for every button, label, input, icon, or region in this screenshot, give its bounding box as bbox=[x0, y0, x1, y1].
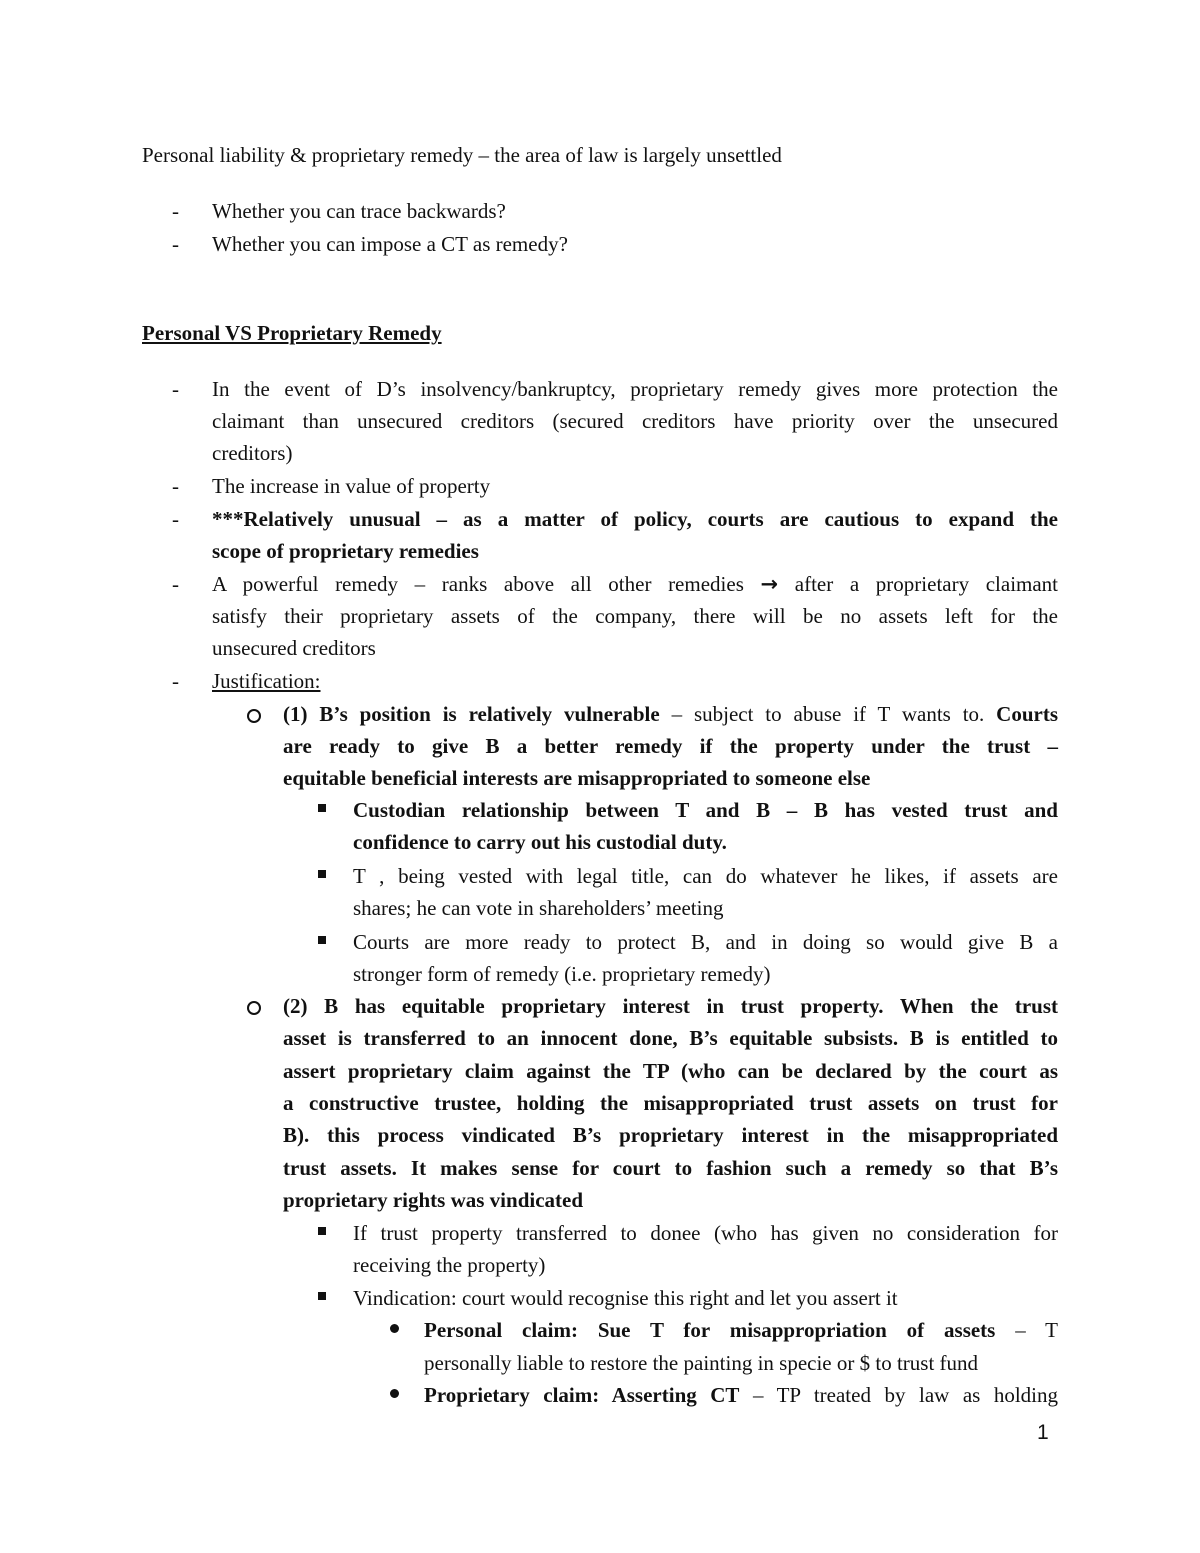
j2-d1-line-1 bbox=[424, 1314, 1058, 1347]
j1-line-1-bold2: Courts bbox=[996, 702, 1059, 726]
square-bullet-icon bbox=[318, 936, 326, 944]
j2-s1-line-1: If trust property transferred to donee (who has given no consideration for bbox=[353, 1221, 1058, 1245]
dash-bullet: - bbox=[172, 669, 179, 693]
b4-line-1b: after a proprietary claimant bbox=[794, 572, 1059, 596]
j1-line-1-normal: – subject to abuse if T wants to. bbox=[671, 702, 985, 726]
j2-line-3: assert proprietary claim against the TP (who can be declared by the court as bbox=[283, 1059, 1058, 1083]
page-number: 1 bbox=[1037, 1421, 1049, 1444]
j1-line-1-bold: (1) B’s position is relatively vulnerable bbox=[283, 702, 660, 726]
square-bullet-icon bbox=[318, 1292, 326, 1300]
j2-d1-line-2: personally liable to restore the painting in specie or $ to trust fund bbox=[424, 1351, 979, 1375]
dash-bullet: - bbox=[172, 507, 179, 531]
circle-bullet-icon bbox=[247, 1001, 261, 1015]
j2-line-6: trust assets. It makes sense for court to fashion such a remedy so that B’s bbox=[283, 1156, 1058, 1180]
b3-line-1: ***Relatively unusual – as a matter of policy, courts are cautious to expand the bbox=[212, 507, 1058, 531]
b4-line-1a: A powerful remedy – ranks above all other remedies bbox=[212, 572, 744, 596]
b1-line-1: In the event of D’s insolvency/bankruptcy, proprietary remedy gives more protection the bbox=[212, 377, 1058, 401]
b4-line-2: satisfy their proprietary assets of the company, there will be no assets left for the bbox=[212, 604, 1058, 628]
intro-line: Personal liability & proprietary remedy – the area of law is largely unsettled bbox=[142, 143, 782, 167]
j1-s2-line-2: shares; he can vote in shareholders’ meeting bbox=[353, 896, 724, 920]
j1-line-1 bbox=[283, 698, 1058, 731]
square-bullet-icon bbox=[318, 804, 326, 812]
dash-bullet: - bbox=[172, 572, 179, 596]
j2-line-5: B). this process vindicated B’s proprietary interest in the misappropriated bbox=[283, 1123, 1058, 1147]
b4-line-1 bbox=[212, 568, 1058, 601]
intro-bullet-1: Whether you can trace backwards? bbox=[212, 199, 506, 223]
arrow-icon: → bbox=[760, 572, 779, 596]
justification-label: Justification: bbox=[212, 669, 321, 693]
j1-line-2: are ready to give B a better remedy if the property under the trust – bbox=[283, 734, 1058, 758]
dot-bullet-icon bbox=[390, 1389, 399, 1398]
b2-line: The increase in value of property bbox=[212, 474, 491, 498]
j2-d1-bold: Personal claim: Sue T for misappropriation of assets bbox=[424, 1318, 996, 1342]
j2-line-1: (2) B has equitable proprietary interest in trust property. When the trust bbox=[283, 994, 1058, 1018]
j2-line-4: a constructive trustee, holding the misappropriated trust assets on trust for bbox=[283, 1091, 1058, 1115]
j2-d2-line-1 bbox=[424, 1379, 1058, 1412]
square-bullet-icon bbox=[318, 870, 326, 878]
j2-d1-normal: – T bbox=[1015, 1318, 1058, 1342]
circle-bullet-icon bbox=[247, 709, 261, 723]
j1-s2-line-1: T , being vested with legal title, can do whatever he likes, if assets are bbox=[353, 864, 1058, 888]
section-heading: Personal VS Proprietary Remedy bbox=[142, 321, 442, 345]
j1-s1-line-1: Custodian relationship between T and B – B has vested trust and bbox=[353, 798, 1058, 822]
j2-line-2: asset is transferred to an innocent done, B’s equitable subsists. B is entitled to bbox=[283, 1026, 1058, 1050]
dash-bullet: - bbox=[172, 232, 179, 256]
intro-bullet-2: Whether you can impose a CT as remedy? bbox=[212, 232, 568, 256]
b3-line-2: scope of proprietary remedies bbox=[212, 539, 479, 563]
b1-line-2: claimant than unsecured creditors (secured creditors have priority over the unsecured bbox=[212, 409, 1058, 433]
j2-s1-line-2: receiving the property) bbox=[353, 1253, 546, 1277]
square-bullet-icon bbox=[318, 1227, 326, 1235]
j1-line-3: equitable beneficial interests are misappropriated to someone else bbox=[283, 766, 871, 790]
b1-line-3: creditors) bbox=[212, 441, 293, 465]
j2-s2-line: Vindication: court would recognise this right and let you assert it bbox=[353, 1286, 898, 1310]
dash-bullet: - bbox=[172, 199, 179, 223]
j2-line-7: proprietary rights was vindicated bbox=[283, 1188, 584, 1212]
b4-line-3: unsecured creditors bbox=[212, 636, 376, 660]
j2-d2-normal: – TP treated by law as holding bbox=[752, 1383, 1058, 1407]
dash-bullet: - bbox=[172, 474, 179, 498]
j2-d2-bold: Proprietary claim: Asserting CT bbox=[424, 1383, 740, 1407]
j1-s3-line-2: stronger form of remedy (i.e. proprietary remedy) bbox=[353, 962, 771, 986]
dot-bullet-icon bbox=[390, 1324, 399, 1333]
j1-s3-line-1: Courts are more ready to protect B, and in doing so would give B a bbox=[353, 930, 1058, 954]
j1-s1-line-2: confidence to carry out his custodial duty. bbox=[353, 830, 727, 854]
dash-bullet: - bbox=[172, 377, 179, 401]
